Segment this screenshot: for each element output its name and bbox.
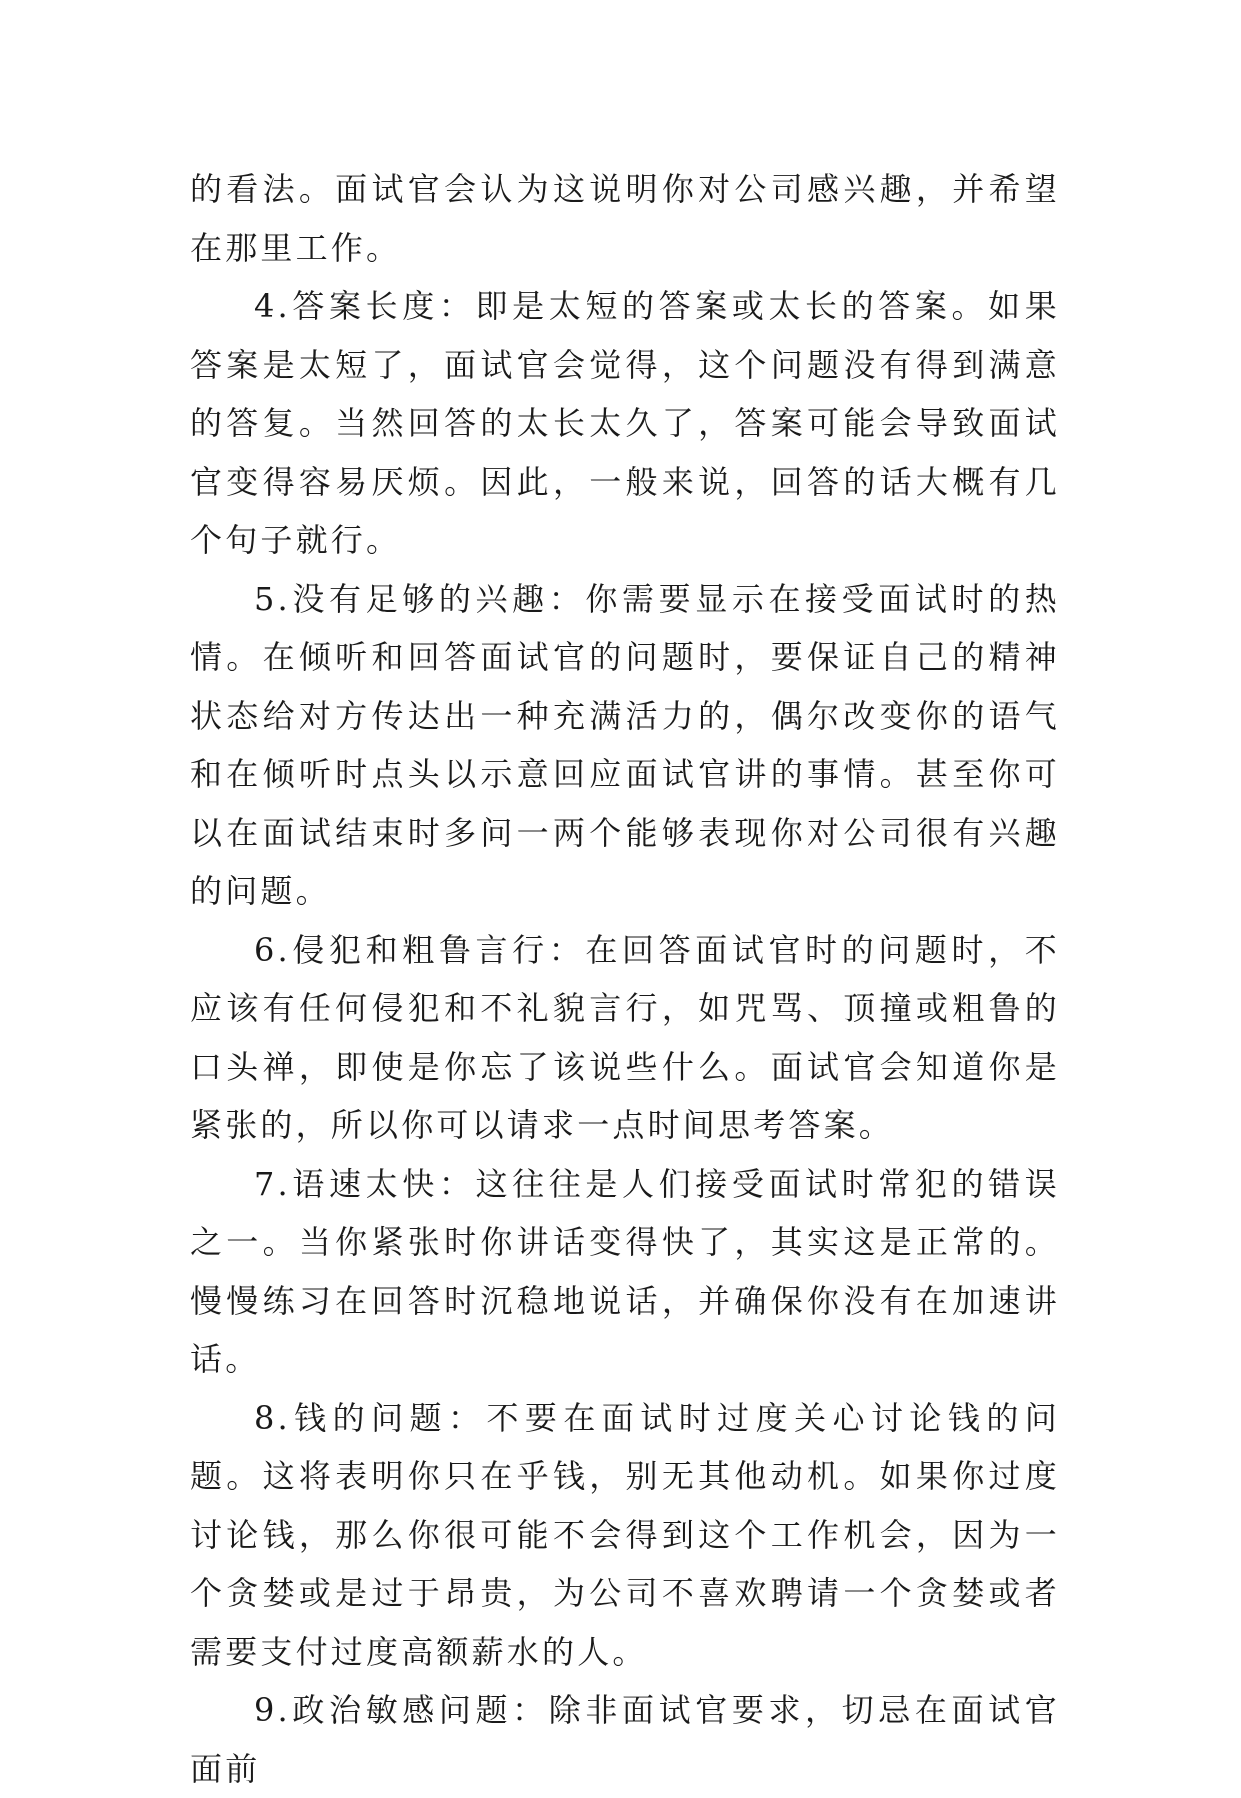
paragraph-item-7: 7.语速太快：这往往是人们接受面试时常犯的错误之一。当你紧张时你讲话变得快了，其实这是正常的。慢慢练习在回答时沉稳地说话，并确保你没有在加速讲话。 bbox=[190, 1164, 1060, 1378]
paragraph-item-8: 8.钱的问题：不要在面试时过度关心讨论钱的问题。这将表明你只在乎钱，别无其他动机。如果你过度讨论钱，那么你很可能不会得到这个工作机会，因为一个贪婪或是过于昂贵，为公司不喜欢聘请一个贪婪或者需要支付过度高额薪水的人。 bbox=[190, 1398, 1060, 1671]
paragraph-continuation: 的看法。面试官会认为这说明你对公司感兴趣，并希望在那里工作。 bbox=[190, 170, 1060, 267]
paragraph-item-6: 6.侵犯和粗鲁言行：在回答面试官时的问题时，不应该有任何侵犯和不礼貌言行，如咒骂、顶撞或粗鲁的口头禅，即使是你忘了该说些什么。面试官会知道你是紧张的，所以你可以请求一点时间思考答案。 bbox=[190, 930, 1060, 1144]
document-page bbox=[190, 160, 1060, 1798]
paragraph-item-4: 4.答案长度：即是太短的答案或太长的答案。如果答案是太短了，面试官会觉得，这个问题没有得到满意的答复。当然回答的太长太久了，答案可能会导致面试官变得容易厌烦。因此，一般来说，回答的话大概有几个句子就行。 bbox=[190, 287, 1060, 559]
paragraph-item-5: 5.没有足够的兴趣：你需要显示在接受面试时的热情。在倾听和回答面试官的问题时，要保证自己的精神状态给对方传达出一种充满活力的，偶尔改变你的语气和在倾听时点头以示意回应面试官讲的事情。甚至你可以在面试结束时多问一两个能够表现你对公司很有兴趣的问题。 bbox=[190, 579, 1060, 910]
paragraph-item-9: 9.政治敏感问题：除非面试官要求，切忌在面试官面前 bbox=[190, 1691, 1060, 1788]
